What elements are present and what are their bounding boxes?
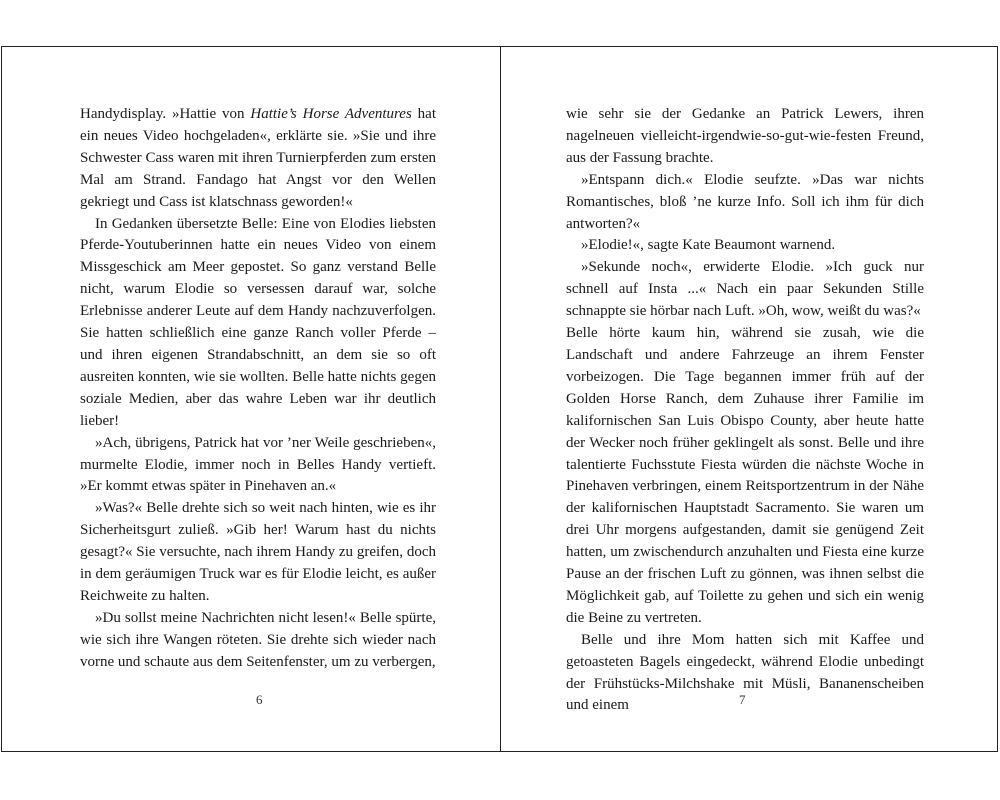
paragraph: »Elodie!«, sagte Kate Beaumont warnend. — [581, 237, 836, 254]
paragraph: Belle hörte kaum hin, während sie zusah, wie die Landschaft und andere Fahrzeuge an ihrem Fenster vorbeizogen. Die Tage begannen immer früh auf der Golden Horse Ranch, dem Zuhause ihrer Familie im kalifornischen San Luis Obispo County, aber heute hatte der Wecker noch früher geklingelt als sonst. Belle und ihre talentierte Fuchsstute Fiesta würden die nächste Woche in Pinehaven verbringen, einem Reitsportzentrum in der Nähe der kalifornischen Hauptstadt Sacramento. Sie waren um drei Uhr morgens aufgestanden, damit sie genügend Zeit hatten, um zwischendurch anzuhalten und Fiesta eine kurze Pause an der frischen Luft zu gönnen, was ihnen selbst die Möglichkeit gab, auf Toilette zu gehen und sich ein wenig die Beine zu vertreten. — [566, 325, 924, 626]
paragraph: »Sekunde noch«, erwiderte Elodie. »Ich guck nur schnell auf Insta ...« Nach ein paar Sekunden Stille schnappte sie hörbar nach Luft. »Oh, wow, weißt du was?« — [566, 259, 924, 320]
book-title-italic: Hattie’s Horse Adventures — [250, 106, 412, 122]
page-number-right: 7 — [739, 692, 746, 707]
right-page-text — [566, 104, 924, 717]
book-spread — [1, 46, 998, 752]
page-number-left: 6 — [256, 692, 263, 707]
paragraph: wie sehr sie der Gedanke an Patrick Lewers, ihren nagelneuen vielleicht-irgendwie-so-gut-wie-festen Freund, aus der Fassung brachte. — [566, 106, 924, 166]
left-page-text — [80, 104, 436, 674]
paragraph: In Gedanken übersetzte Belle: Eine von Elodies liebsten Pferde-Youtuberinnen hatte ein neues Video von einem Missgeschick am Meer gepostet. So ganz verstand Belle nicht, warum Elodie so versessen darauf war, solche Erlebnisse anderer Leute auf dem Handy nachzuverfolgen. Sie hatten schließlich eine ganze Ranch voller Pferde – und ihren eigenen Strandabschnitt, an dem sie so oft ausreiten konnten, wie sie wollten. Belle hatte nichts gegen soziale Medien, aber das wahre Leben war ihr deutlich lieber! — [80, 215, 436, 429]
paragraph: Belle und ihre Mom hatten sich mit Kaffee und getoasteten Bagels eingedeckt, während Elodie unbedingt der Frühstücks-Milchshake mit Müsli, Bananenscheiben und einem — [566, 631, 924, 714]
left-page — [2, 47, 501, 751]
paragraph: »Du sollst meine Nachrichten nicht lesen!« Belle spürte, wie sich ihre Wangen röteten. Sie drehte sich wieder nach vorne und schaute aus dem Seitenfenster, um zu verbergen, — [80, 609, 436, 670]
paragraph: »Was?« Belle drehte sich so weit nach hinten, wie es ihr Sicherheitsgurt zuließ. »Gib her! Warum hast du nichts gesagt?« Sie versuchte, nach ihrem Handy zu greifen, doch in dem geräumigen Truck war es für Elodie leicht, es außer Reichweite zu halten. — [80, 500, 436, 604]
paragraph: »Entspann dich.« Elodie seufzte. »Das war nichts Romantisches, bloß ’ne kurze Info. Soll ich ihm für dich antworten?« — [566, 171, 924, 232]
paragraph: Handydisplay. »Hattie von Hattie’s Horse Adventures hat ein neues Video hochgeladen«, erklärte sie. »Sie und ihre Schwester Cass waren mit ihren Turnierpferden zum ersten Mal am Strand. Fandago hat Angst vor den Wellen gekriegt und Cass ist klatschnass geworden!« — [80, 106, 437, 210]
right-page — [501, 47, 997, 751]
paragraph: »Ach, übrigens, Patrick hat vor ’ner Weile geschrieben«, murmelte Elodie, immer noch in Belles Handy vertieft. »Er kommt etwas später in Pinehaven an.« — [80, 434, 436, 495]
